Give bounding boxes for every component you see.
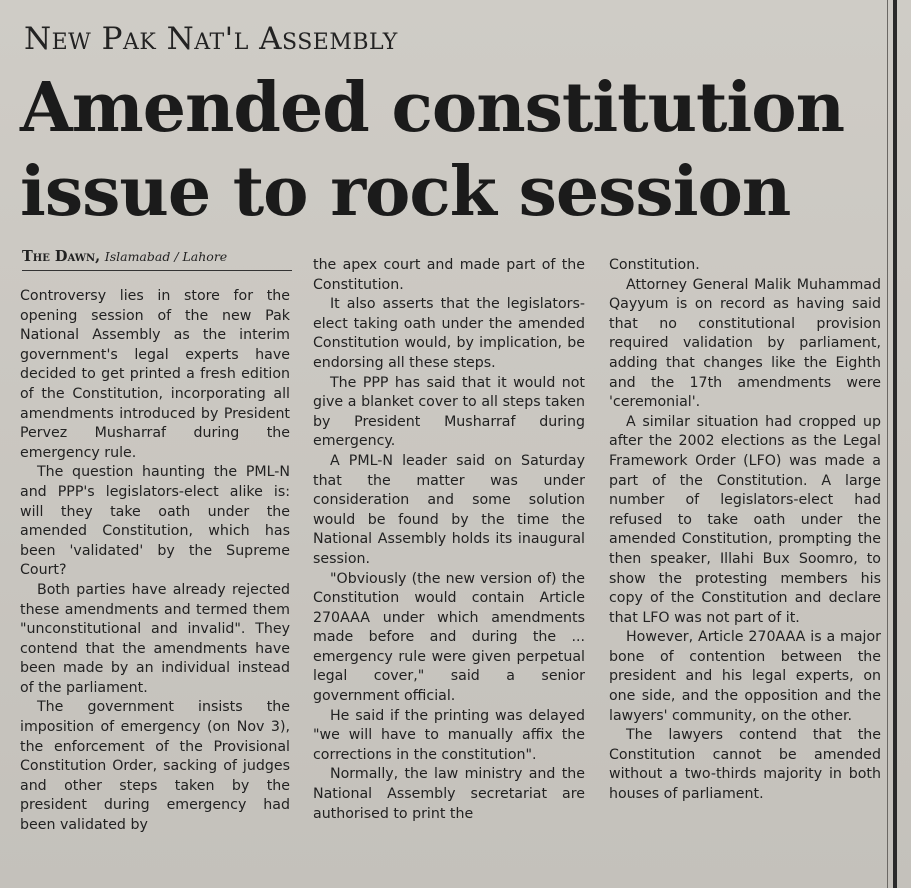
paragraph: However, Article 270AAA is a major bone of contention between the president and his legal experts, on one side, and the opposition and the lawyers' community, on the other.: [609, 629, 881, 724]
paragraph: A similar situation had cropped up after the 2002 elections as the Legal Framework Order (LFO) was made a part of the Constitution. A large number of legislators-elect had refused to take oath under the amended Constitution, prompting the then speaker, Illahi Bux Soomro, to show the protesting members his copy of the Constitution and declare that LFO was not part of it.: [609, 413, 881, 626]
paragraph: Controversy lies in store for the opening session of the new Pak National Assembly as the interim government's legal experts have decided to get printed a fresh edition of the Constitution, incorporating all amendments introduced by President Pervez Musharraf during the emergency rule.: [20, 288, 290, 461]
paragraph: A PML-N leader said on Saturday that the matter was under consideration and some solution would be found by the time the National Assembly holds its inaugural session.: [313, 452, 585, 567]
paragraph: the apex court and made part of the Constitution.: [313, 257, 585, 293]
paragraph: The PPP has said that it would not give a blanket cover to all steps taken by President Musharraf during emergency.: [313, 374, 585, 450]
byline: [22, 248, 292, 271]
paragraph: It also asserts that the legislators-elect taking oath under the amended Constitution would, by implication, be endorsing all these steps.: [313, 296, 585, 371]
kicker: New Pak Nat'l Assembly: [24, 21, 398, 57]
paragraph: Constitution.: [609, 257, 700, 273]
byline-source: The Dawn,: [22, 248, 101, 265]
paragraph: Normally, the law ministry and the National Assembly secretariat are authorised to print the: [313, 766, 585, 822]
paragraph: Both parties have already rejected these amendments and termed them "unconstitutional and invalid". They contend that the amendments have been made by an individual instead of the parliament.: [20, 581, 290, 696]
byline-location: Islamabad / Lahore: [104, 249, 228, 264]
column-rule: [893, 0, 897, 888]
paragraph: "Obviously (the new version of) the Constitution would contain Article 270AAA under which amendments made before and during the ... emergency rule were given perpetual legal cover," said a senior government official.: [313, 570, 585, 705]
paragraph: The question haunting the PML-N and PPP's legislators-elect alike is: will they take oath under the amended Constitution, which has been 'validated' by the Supreme Court?: [20, 464, 290, 579]
article-column-1: [20, 287, 290, 836]
paragraph: He said if the printing was delayed "we will have to manually affix the corrections in the constitution".: [313, 707, 585, 763]
column-rule-thin: [887, 0, 888, 888]
paragraph: The lawyers contend that the Constitution cannot be amended without a two-thirds majority in both houses of parliament.: [609, 727, 881, 803]
paragraph: Attorney General Malik Muhammad Qayyum is on record as having said that no constitutional provision required validation by parliament, adding that changes like the Eighth and the 17th amendments were 'ceremonial'.: [609, 276, 881, 411]
paragraph: The government insists the imposition of emergency (on Nov 3), the enforcement of the Provisional Constitution Order, sacking of judges and other steps taken by the president during emergency had been validated by: [20, 699, 290, 834]
article-column-2: [313, 256, 585, 824]
article-column-3: [609, 256, 881, 805]
headline: Amended constitution issue to rock session: [20, 68, 845, 232]
